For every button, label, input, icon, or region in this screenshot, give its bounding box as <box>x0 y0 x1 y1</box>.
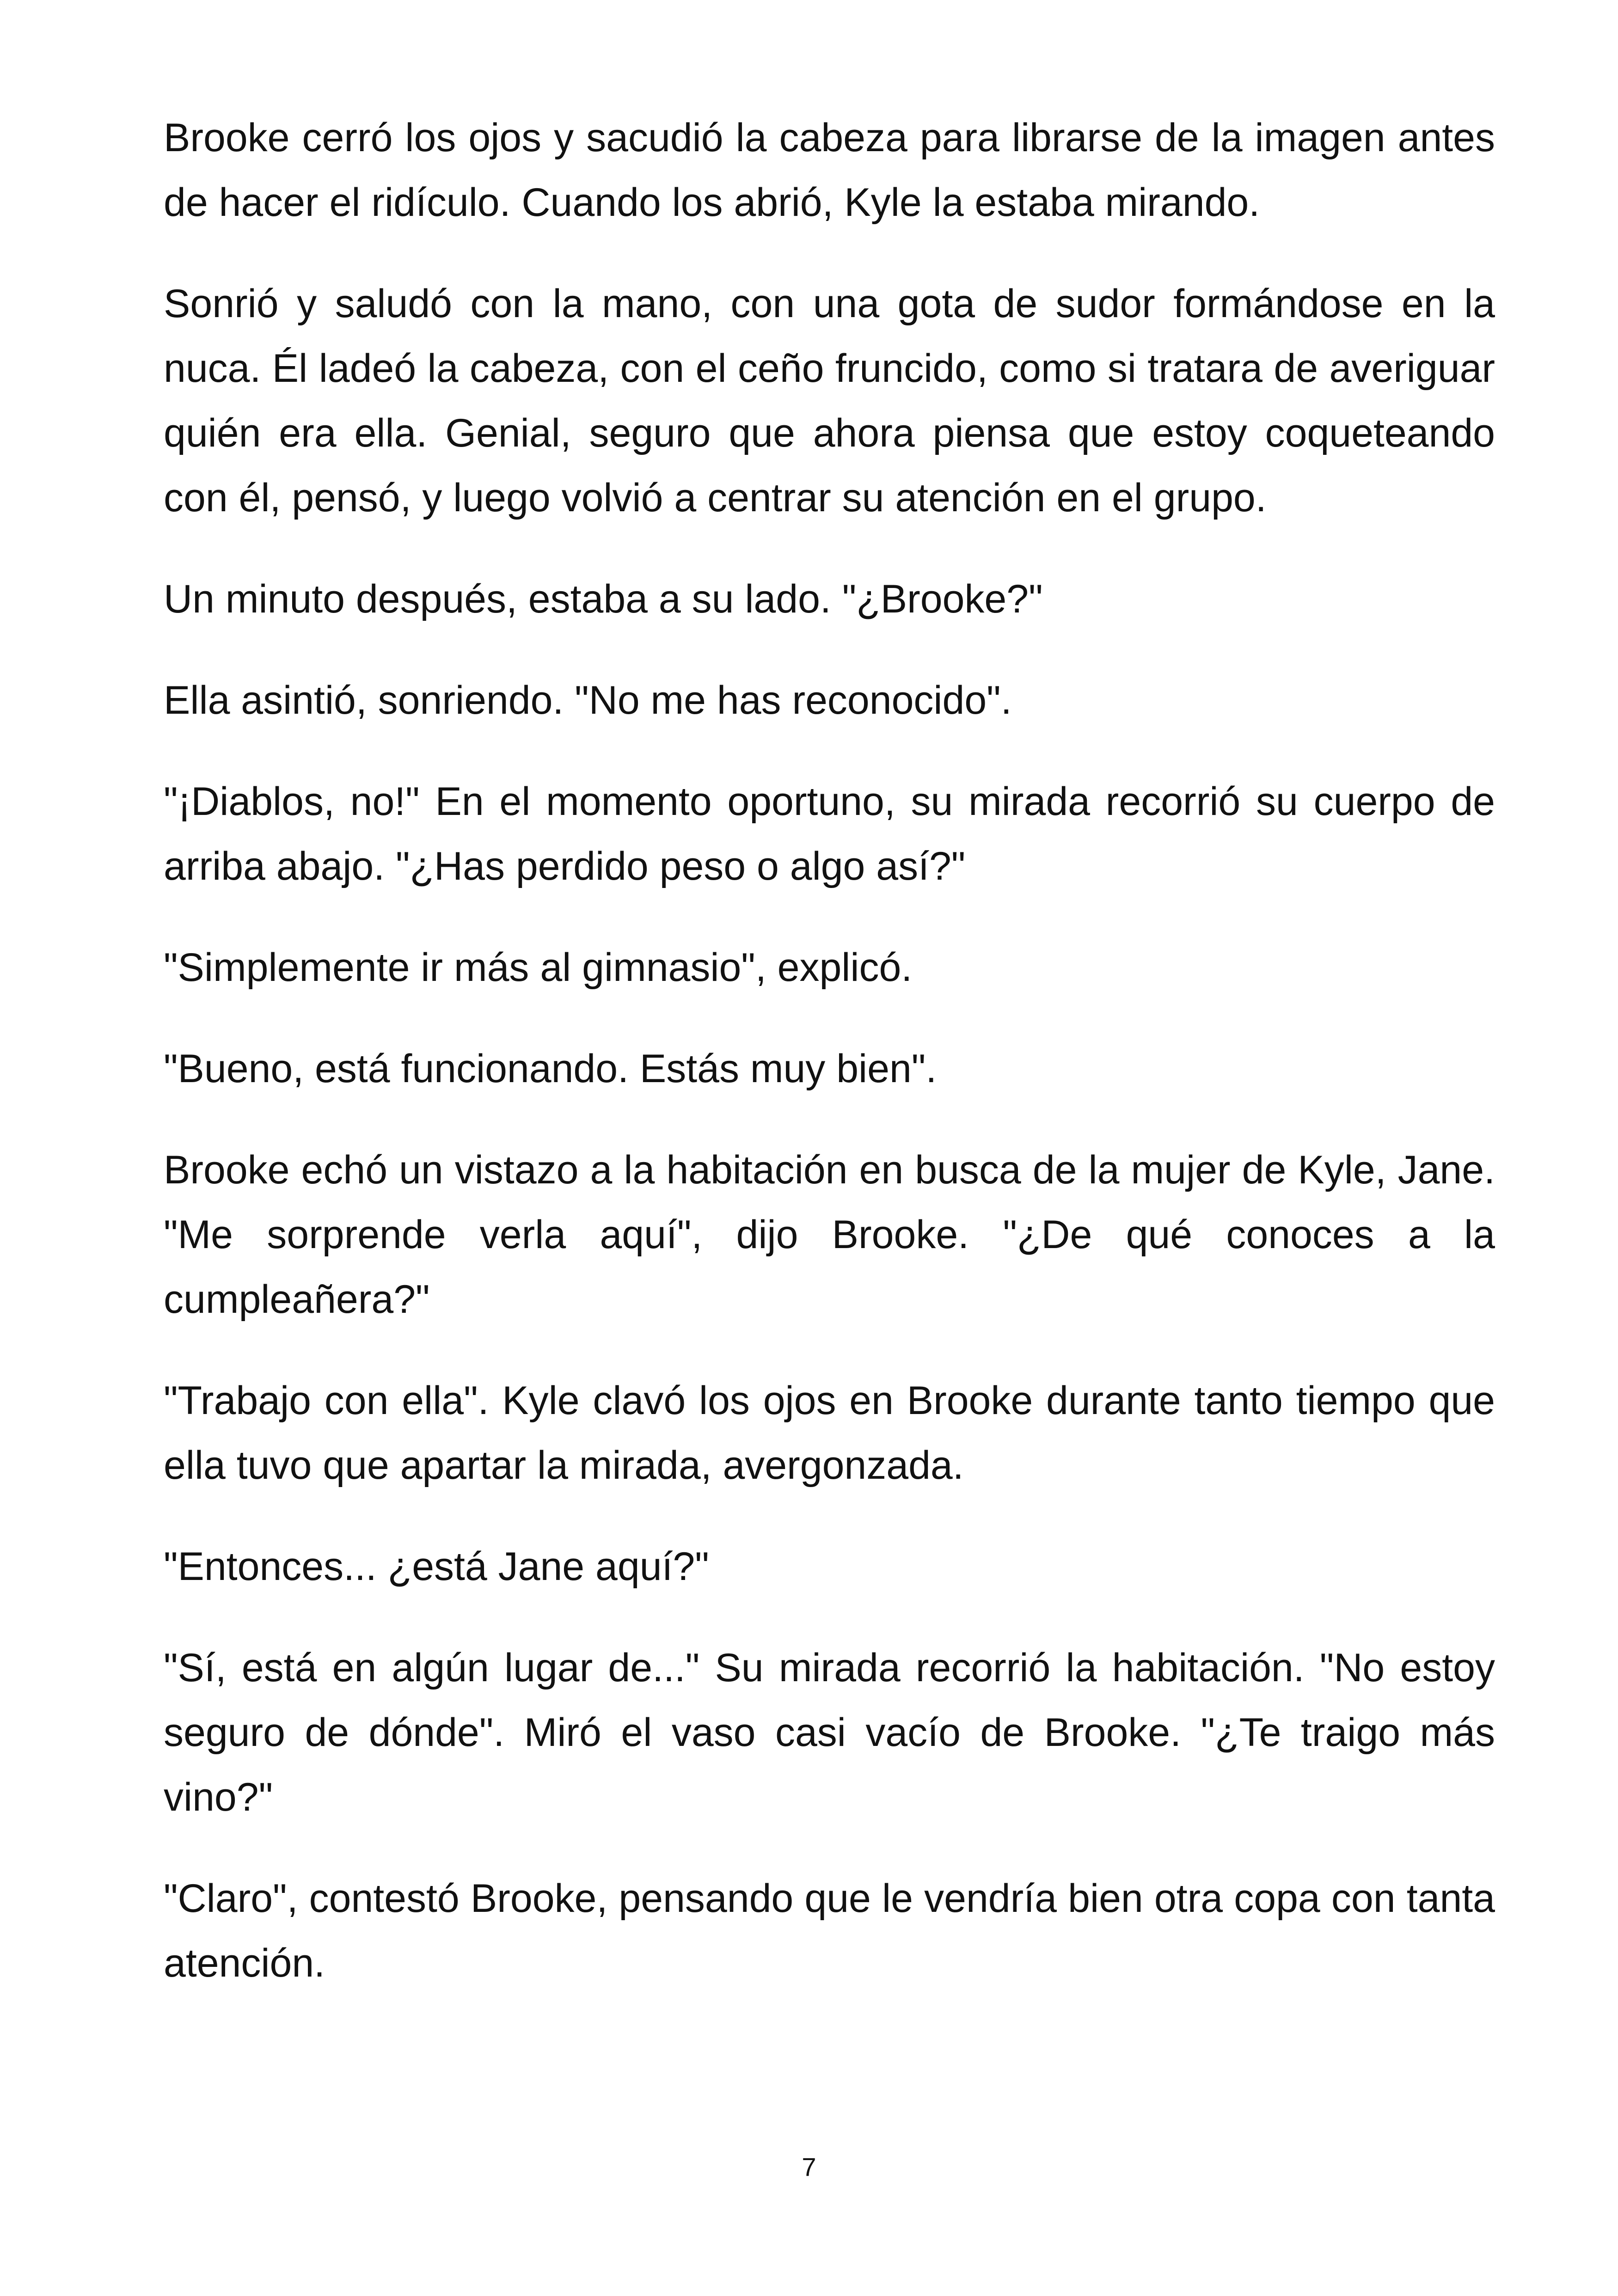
paragraph: "Sí, está en algún lugar de..." Su mirada recorrió la habitación. "No estoy seguro de dónde". Miró el vaso casi vacío de Brooke. "¿Te traigo más vino?" <box>164 1646 1495 1819</box>
paragraph: "Bueno, está funcionando. Estás muy bien". <box>164 1047 937 1091</box>
paragraph: Ella asintió, sonriendo. "No me has reconocido". <box>164 678 1012 722</box>
paragraph: "¡Diablos, no!" En el momento oportuno, su mirada recorrió su cuerpo de arriba abajo. "¿Has perdido peso o algo así?" <box>164 779 1495 888</box>
paragraph: "Claro", contestó Brooke, pensando que le vendría bien otra copa con tanta atención. <box>164 1876 1495 1985</box>
paragraph: Sonrió y saludó con la mano, con una gota de sudor formándose en la nuca. Él ladeó la cabeza, con el ceño fruncido, como si tratara de averiguar quién era ella. Genial, seguro que ahora piensa que estoy coqueteando con él, pensó, y luego volvió a centrar su atención en el grupo. <box>164 282 1495 520</box>
paragraph: Un minuto después, estaba a su lado. "¿Brooke?" <box>164 577 1043 621</box>
paragraph: Brooke cerró los ojos y sacudió la cabeza para librarse de la imagen antes de hacer el ridículo. Cuando los abrió, Kyle la estaba mirando. <box>164 116 1495 225</box>
paragraph: "Entonces... ¿está Jane aquí?" <box>164 1544 709 1589</box>
paragraph: Brooke echó un vistazo a la habitación en busca de la mujer de Kyle, Jane. "Me sorprende verla aquí", dijo Brooke. "¿De qué conoces a la cumpleañera?" <box>164 1148 1495 1322</box>
body-text <box>164 105 1495 2032</box>
paragraph: "Trabajo con ella". Kyle clavó los ojos en Brooke durante tanto tiempo que ella tuvo que apartar la mirada, avergonzada. <box>164 1378 1495 1488</box>
page-number: 7 <box>802 2152 816 2181</box>
paragraph: "Simplemente ir más al gimnasio", explicó. <box>164 945 913 990</box>
